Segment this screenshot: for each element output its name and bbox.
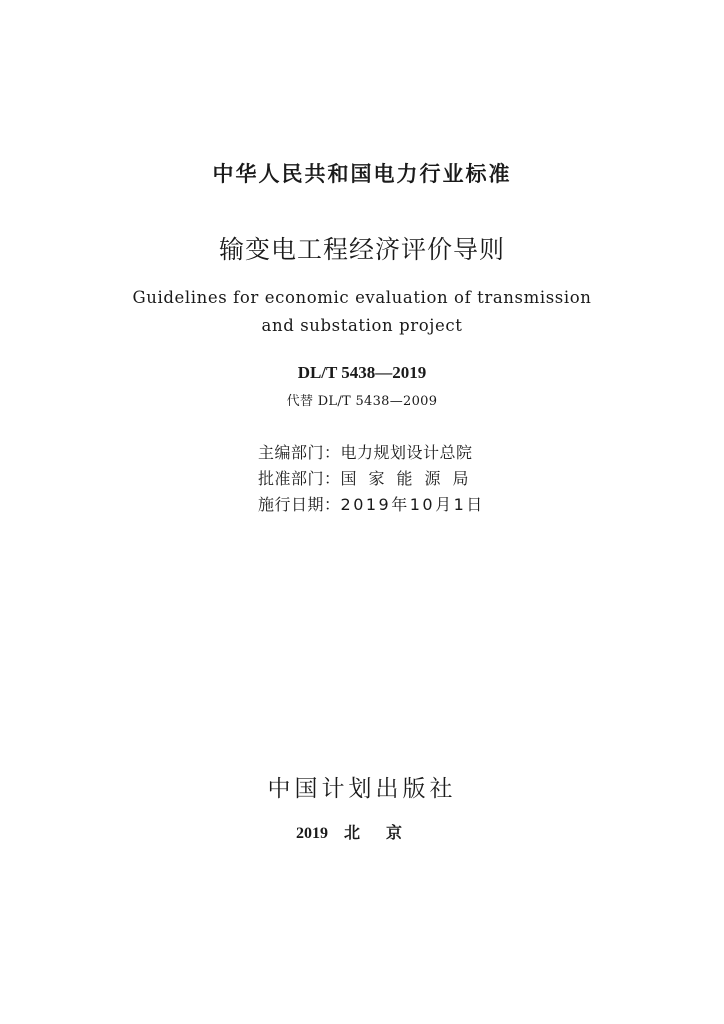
approval-value: 国家能源局	[340, 469, 481, 488]
effective-date-label: 施行日期：	[258, 495, 341, 514]
chief-editor-label: 主编部门：	[258, 443, 341, 462]
document-title-en-line1: Guidelines for economic evaluation of transmission	[132, 288, 592, 307]
effective-date-row	[258, 492, 578, 518]
effective-date-value: 2019年10月1日	[340, 495, 485, 514]
approval-row	[258, 466, 578, 492]
series-title: 中华人民共和国电力行业标准	[212, 162, 512, 186]
document-title-en-line2: and substation project	[261, 316, 463, 335]
publish-year: 2019	[295, 825, 328, 842]
chief-editor-row	[258, 440, 578, 466]
approval-label: 批准部门：	[258, 469, 341, 488]
publish-info	[0, 820, 724, 843]
replaces-standard: 代替 DL/T 5438—2009	[286, 394, 438, 409]
publisher-name: 中国计划出版社	[267, 776, 457, 802]
document-title-zh: 输变电工程经济评价导则	[218, 235, 505, 264]
standard-number: DL/T 5438—2019	[297, 363, 427, 382]
metadata-block	[258, 440, 578, 518]
chief-editor-value: 电力规划设计总院	[340, 443, 473, 462]
publish-city: 北京	[343, 823, 428, 842]
